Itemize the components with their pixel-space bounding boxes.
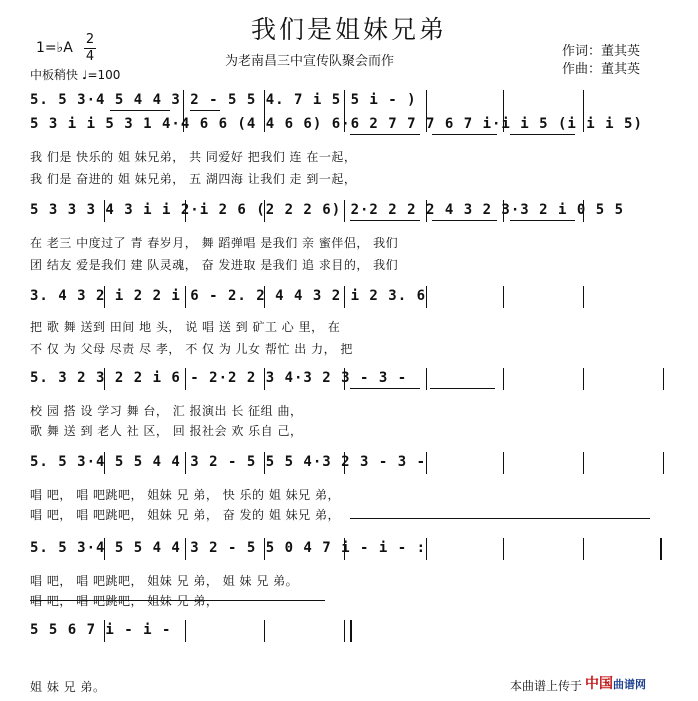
lyricist-credit: 作词：董其英 <box>562 44 641 59</box>
tempo-marking: 中板稍快 ♩=100 <box>30 68 121 82</box>
bar-line <box>503 90 504 132</box>
lyrics-line-6-verse-1: 唱 吧， 唱 吧跳吧， 姐妹 兄 弟， 姐 妹 兄 弟。 <box>30 574 299 588</box>
lyrics-line-2-verse-1: 在 老三 中度过了 青 春岁月， 舞 蹈弹唱 是我们 亲 蜜伴侣， 我们 <box>30 236 399 250</box>
bar-line <box>104 286 105 308</box>
bar-line <box>426 286 427 308</box>
bar-line <box>104 368 105 390</box>
time-signature <box>84 33 96 64</box>
bar-line <box>185 200 186 222</box>
bar-line <box>583 286 584 308</box>
bar-line <box>344 90 345 132</box>
notes-line-2: 5 3 3 3 4 3 i i 2·i 2 6 (2 2 2 6) 2·2 2 2 2 4 3 2 3·3 2 i 0 5 5 <box>30 202 625 218</box>
bar-line <box>264 538 265 560</box>
beam-underline <box>350 220 420 221</box>
bar-line <box>264 452 265 474</box>
page-title: 我们是姐妹兄弟 <box>250 15 447 44</box>
lyrics-line-5-verse-2: 唱 吧， 唱 吧跳吧， 姐妹 兄 弟， 奋 发的 姐 妹兄 弟， <box>30 508 340 522</box>
composer-credit: 作曲：董其英 <box>562 62 641 77</box>
bar-line <box>264 90 265 132</box>
bar-line <box>185 620 186 642</box>
bar-line <box>583 200 584 222</box>
logo-text: 曲谱网 <box>613 678 646 691</box>
notes-line-3: 3. 4 3 2 i 2 2 i 6 - 2. 2 4 4 3 2 i 2 3. 6 <box>30 288 427 304</box>
bar-line <box>264 200 265 222</box>
bar-line <box>104 452 105 474</box>
bar-line <box>344 452 345 474</box>
bar-line <box>104 620 105 642</box>
bar-line <box>185 286 186 308</box>
bar-line <box>264 620 265 642</box>
meter-bottom: 4 <box>85 49 95 64</box>
bar-line <box>583 90 584 132</box>
bar-line <box>104 200 105 222</box>
notes-line-1-lower: 5 3 i i 5 3 1 4·4 6 6 (4 4 6 6) 6·6 2 7 7 7 6 7 i·i i 5 (i i i 5) <box>30 116 643 132</box>
beam-underline <box>432 134 497 135</box>
bar-line <box>503 286 504 308</box>
bar-line <box>583 368 584 390</box>
lyrics-line-5-verse-1: 唱 吧， 唱 吧跳吧， 姐妹 兄 弟， 快 乐的 姐 妹兄 弟， <box>30 488 340 502</box>
ending-bracket <box>350 518 650 519</box>
bar-line <box>583 538 584 560</box>
bar-line <box>503 200 504 222</box>
lyrics-line-4-verse-2: 歌 舞 送 到 老人 社 区， 回 报社会 欢 乐自 己， <box>30 424 303 438</box>
site-logo[interactable] <box>585 673 646 693</box>
notes-line-5: 5. 5 3·4 5 5 4 4 3 2 - 5 5 5 4·3 2 3 - 3 - <box>30 454 427 470</box>
bar-line <box>104 538 105 560</box>
ending-bracket <box>30 600 325 601</box>
upload-credit: 本曲谱上传于 <box>510 679 583 693</box>
subtitle: 为老南昌三中宣传队聚会而作 <box>225 54 395 69</box>
bar-line <box>503 368 504 390</box>
bar-line <box>663 368 664 390</box>
bar-line <box>426 538 427 560</box>
beam-underline <box>190 110 220 111</box>
lyrics-line-3-verse-2: 不 仅 为 父母 尽责 尽 孝， 不 仅 为 儿女 帮忙 出 力， 把 <box>30 342 353 356</box>
beam-underline <box>510 134 575 135</box>
notes-line-6: 5. 5 3·4 5 5 4 4 3 2 - 5 5 0 4 7 i - i - : <box>30 540 427 556</box>
beam-underline <box>110 110 170 111</box>
bar-line <box>663 452 664 474</box>
bar-line <box>344 538 345 560</box>
bar-line <box>426 368 427 390</box>
meter-top: 2 <box>85 32 95 47</box>
bar-line <box>426 452 427 474</box>
lyrics-line-4-verse-1: 校 园 搭 设 学习 舞 台， 汇 报演出 长 征组 曲， <box>30 404 303 418</box>
bar-line <box>344 368 345 390</box>
bar-line <box>185 452 186 474</box>
bar-line <box>185 368 186 390</box>
bar-line <box>426 90 427 132</box>
repeat-barline <box>660 538 662 560</box>
bar-line <box>344 286 345 308</box>
beam-underline <box>350 388 420 389</box>
lyrics-line-1-verse-1: 我 们是 快乐的 姐 妹兄弟， 共 同爱好 把我们 连 在一起， <box>30 150 357 164</box>
beam-underline <box>432 220 497 221</box>
bar-line <box>264 368 265 390</box>
bar-line <box>344 200 345 222</box>
bar-line <box>503 452 504 474</box>
notes-line-1-upper: 5. 5 3·4 5 4 4 3 2 - 5 5 4. 7 i 5 5 i - ) <box>30 92 417 108</box>
key-signature: 1=♭A <box>36 40 73 56</box>
beam-underline <box>350 134 420 135</box>
lyrics-line-2-verse-2: 团 结友 爱是我们 建 队灵魂， 奋 发进取 是我们 追 求目的， 我们 <box>30 258 399 272</box>
beam-underline <box>510 220 575 221</box>
logo-mark: 中国 <box>585 676 613 692</box>
bar-line <box>503 538 504 560</box>
notes-line-4: 5. 3 2 3 2 2 i 6 - 2·2 2 3 4·3 2 3 - 3 - <box>30 370 408 386</box>
lyrics-line-3-verse-1: 把 歌 舞 送到 田间 地 头， 说 唱 送 到 矿工 心 里， 在 <box>30 320 341 334</box>
lyrics-line-6-verse-2: 唱 吧， 唱 吧跳吧， 姐妹 兄 弟， <box>30 594 219 608</box>
lyrics-line-1-verse-2: 我 们是 奋进的 姐 妹兄弟， 五 湖四海 让我们 走 到一起， <box>30 172 357 186</box>
bar-line <box>183 90 184 132</box>
bar-line <box>185 538 186 560</box>
final-barline <box>350 620 352 642</box>
notes-line-7: 5 5 6 7 i - i - <box>30 622 172 638</box>
bar-line <box>344 620 345 642</box>
bar-line <box>583 452 584 474</box>
bar-line <box>426 200 427 222</box>
bar-line <box>264 286 265 308</box>
lyrics-line-7: 姐 妹 兄 弟。 <box>30 680 106 694</box>
beam-underline <box>430 388 495 389</box>
